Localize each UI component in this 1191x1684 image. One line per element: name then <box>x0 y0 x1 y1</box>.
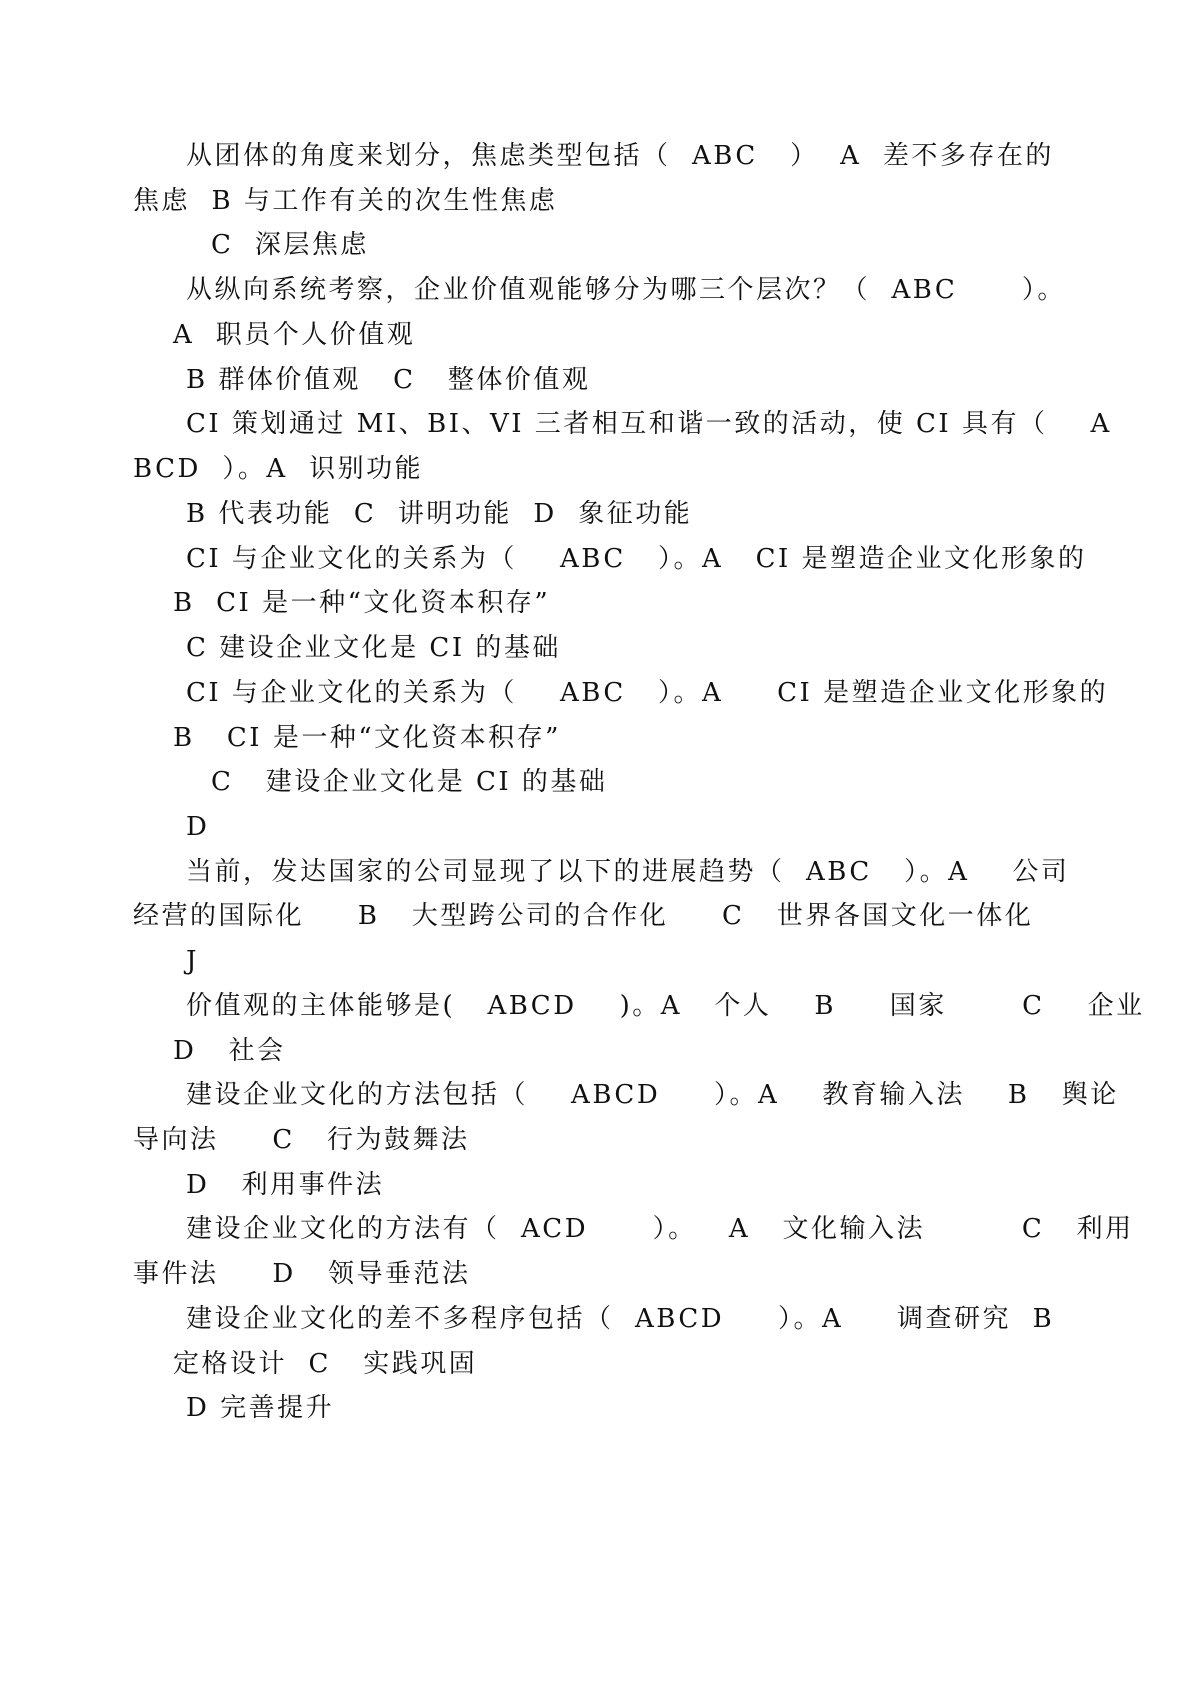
text-line: 事件法 D 领导垂范法 <box>133 1259 471 1289</box>
text-line: 价值观的主体能够是( ABCD )。A 个人 B 国家 C 企业 <box>186 991 1145 1021</box>
text-line: CI 策划通过 MI、BI、VI 三者相互和谐一致的活动，使 CI 具有（ A <box>186 409 1112 439</box>
text-line: C 建设企业文化是 CI 的基础 <box>211 767 608 797</box>
text-line: B CI 是一种“文化资本积存” <box>173 723 561 753</box>
text-line: 焦虑 B 与工作有关的次生性焦虑 <box>133 186 558 216</box>
text-line: 定格设计 C 实践巩固 <box>173 1349 478 1379</box>
text-line: C 深层焦虑 <box>211 230 369 260</box>
text-line: D 社会 <box>173 1036 286 1066</box>
text-line: 建设企业文化的方法包括（ ABCD ）。A 教育输入法 B 舆论 <box>186 1080 1119 1110</box>
text-line: 建设企业文化的差不多程序包括（ ABCD ）。A 调查研究 B <box>186 1304 1055 1334</box>
text-line: CI 与企业文化的关系为（ ABC ）。A CI 是塑造企业文化形象的 <box>186 678 1109 708</box>
text-line: 导向法 C 行为鼓舞法 <box>133 1125 470 1155</box>
text-line: D 利用事件法 <box>186 1170 385 1200</box>
text-line: J <box>186 946 199 976</box>
text-line: 建设企业文化的方法有（ ACD ）。 A 文化输入法 C 利用 <box>186 1214 1134 1244</box>
text-line: B CI 是一种“文化资本积存” <box>173 588 551 618</box>
text-line: D 完善提升 <box>186 1393 335 1423</box>
text-line: 从团体的角度来划分，焦虑类型包括（ ABC ） A 差不多存在的 <box>186 141 1054 171</box>
text-line: BCD ）。A 识别功能 <box>133 454 424 484</box>
text-line: D <box>186 812 210 842</box>
text-line: 经营的国际化 B 大型跨公司的合作化 C 世界各国文化一体化 <box>133 901 1034 931</box>
text-line: 当前，发达国家的公司显现了以下的进展趋势（ ABC ）。A 公司 <box>186 857 1070 887</box>
text-line: 从纵向系统考察，企业价值观能够分为哪三个层次？（ ABC ）。 <box>186 275 1066 305</box>
text-line: A 职员个人价值观 <box>173 320 416 350</box>
text-line: B 代表功能 C 讲明功能 D 象征功能 <box>186 499 693 529</box>
text-line: CI 与企业文化的关系为（ ABC ）。A CI 是塑造企业文化形象的 <box>186 544 1087 574</box>
text-line: C 建设企业文化是 CI 的基础 <box>186 633 561 663</box>
text-line: B 群体价值观 C 整体价值观 <box>186 365 591 395</box>
